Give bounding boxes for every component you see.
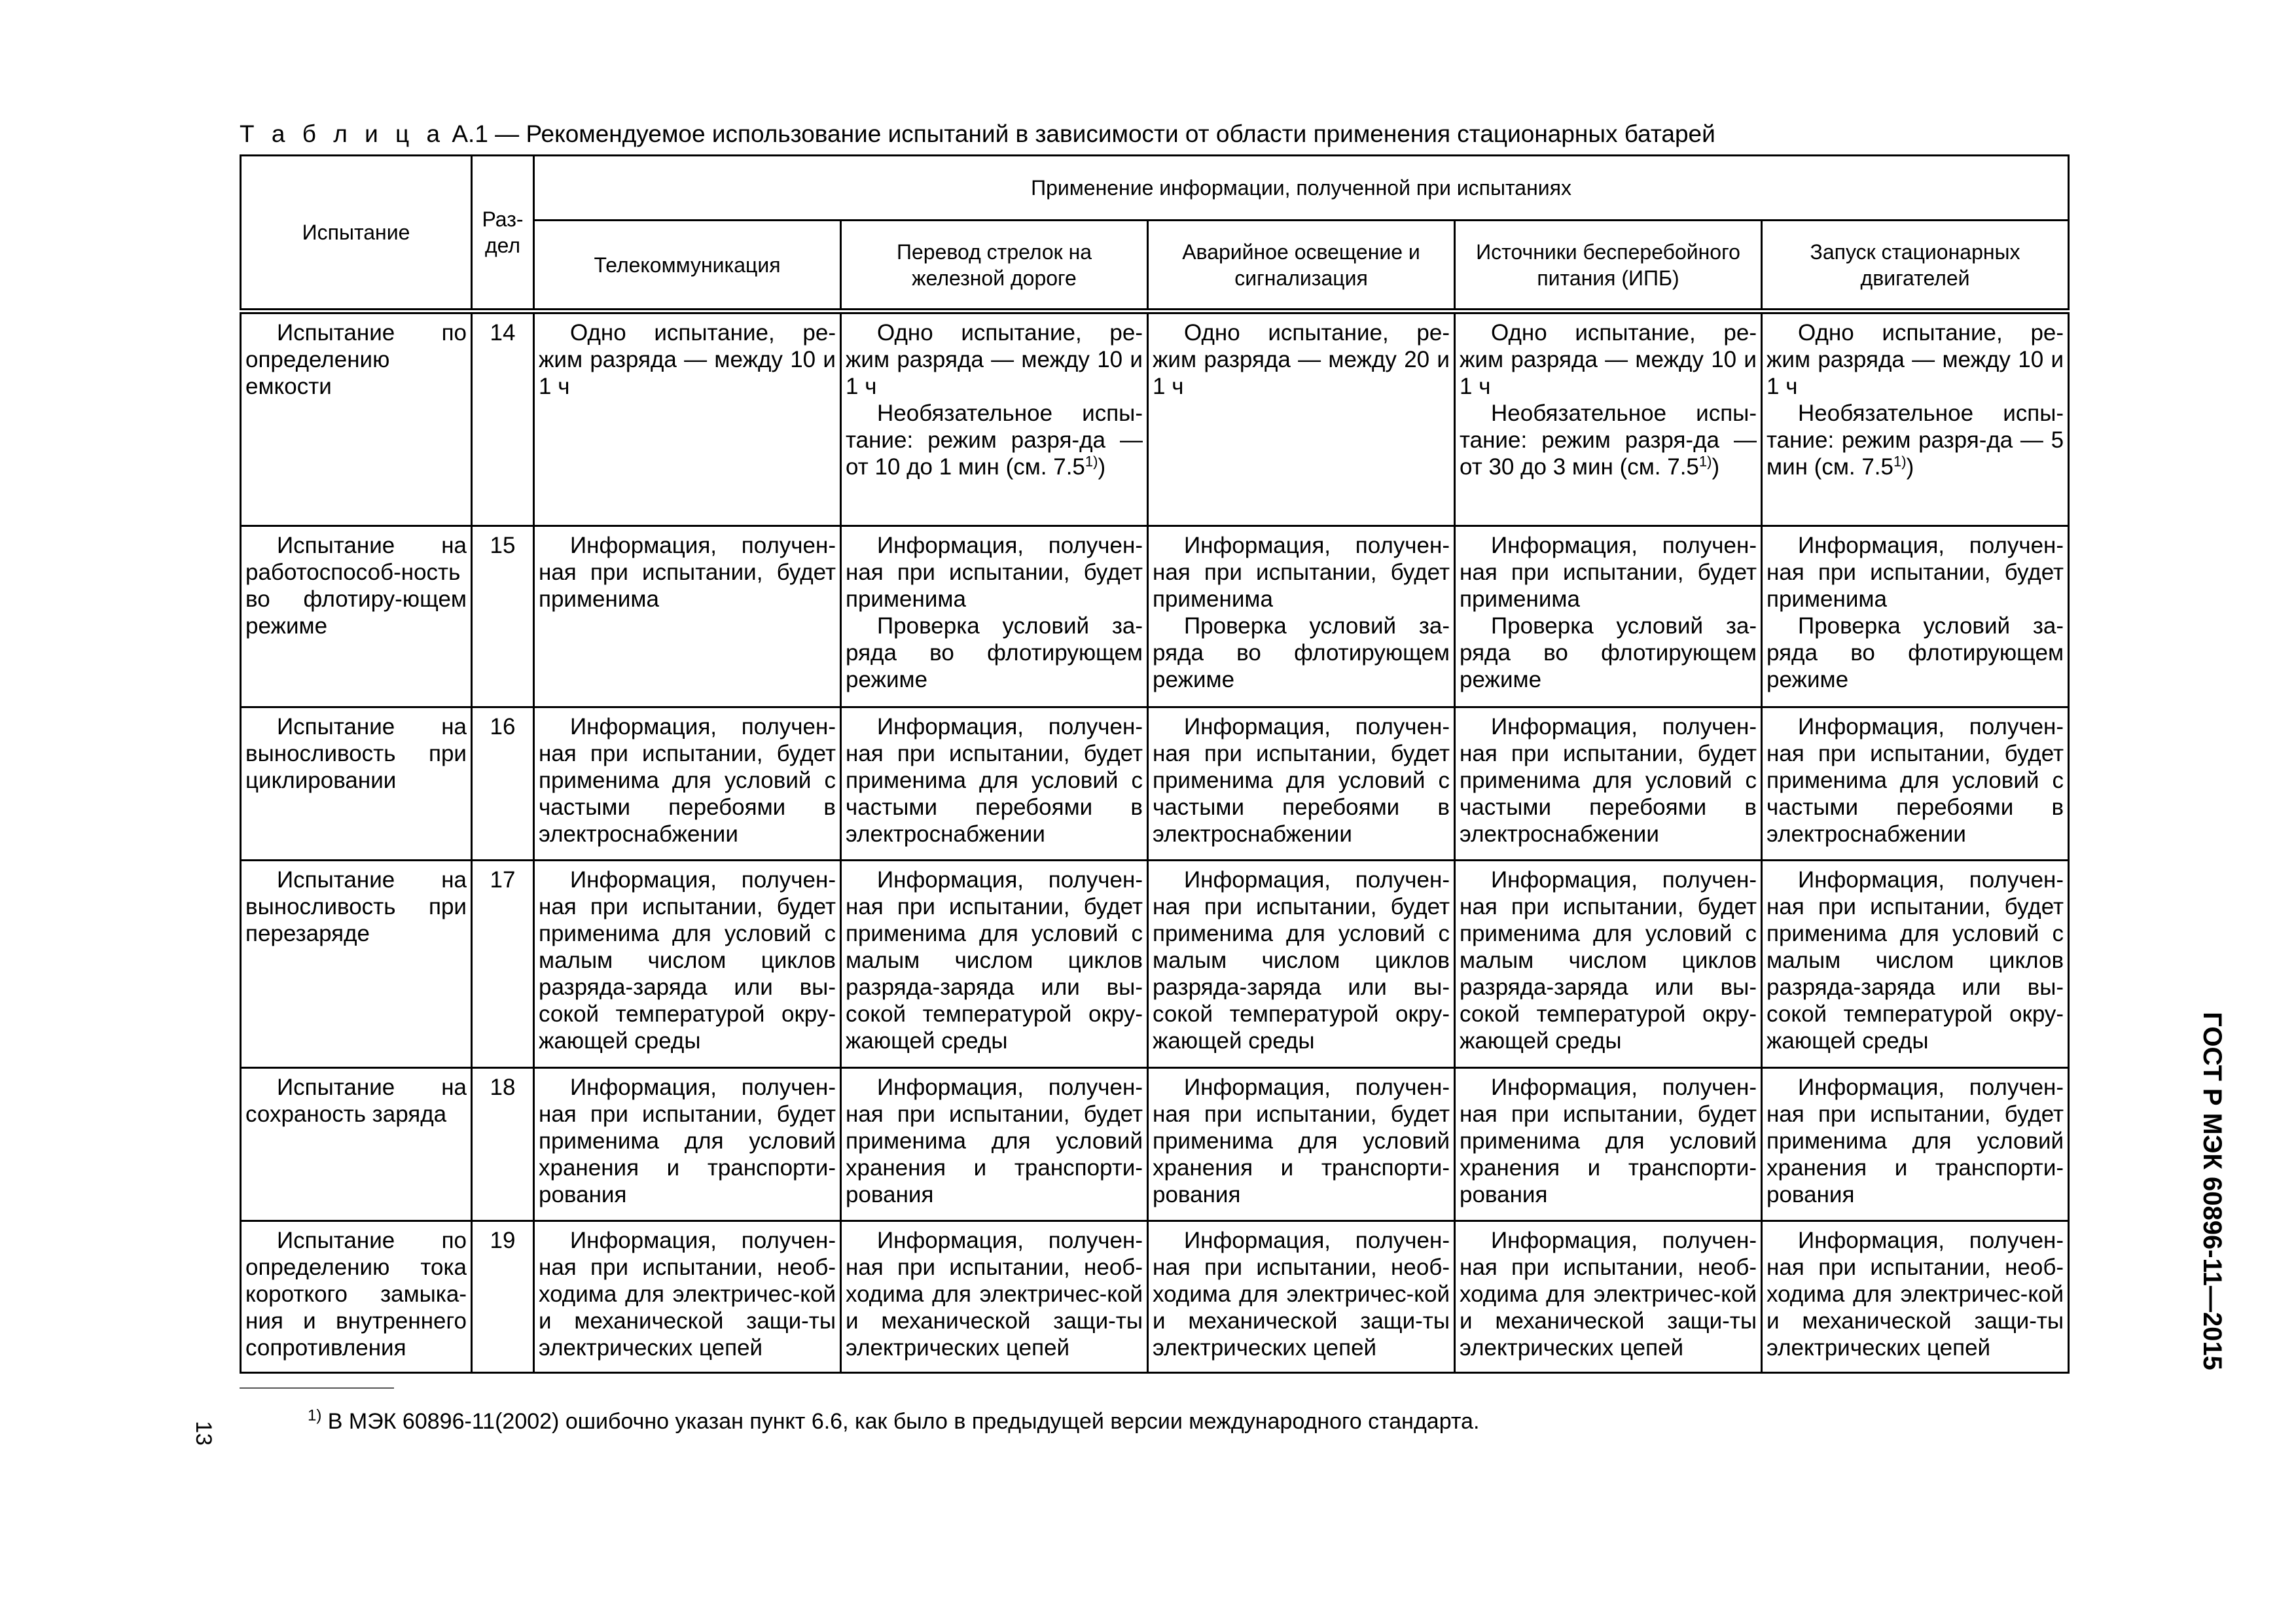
footnote-marker: 1) — [308, 1406, 322, 1425]
section-cell: 19 — [472, 1221, 534, 1373]
table-cell: Информация, получен-ная при испытании, необ-ходима для электричес-кой и механической защи-ты электрических цепей — [841, 1221, 1148, 1373]
header-column-ups: Источники бесперебойного питания (ИПБ) — [1455, 221, 1762, 312]
table-cell: Информация, получен-ная при испытании, будет применима — [534, 526, 841, 707]
table-cell: Информация, получен-ная при испытании, необ-ходима для электричес-кой и механической защи-ты электрических цепей — [1455, 1221, 1762, 1373]
section-cell: 18 — [472, 1068, 534, 1221]
table-cell: Информация, получен-ная при испытании, будет применима для условий хранения и транспорти-рования — [841, 1068, 1148, 1221]
table-cell: Информация, получен-ная при испытании, будет применима для условий хранения и транспорти-рования — [1148, 1068, 1455, 1221]
footnote — [308, 1407, 1479, 1436]
table-cell: Одно испытание, ре-жим разряда — между 10 и 1 ч — [534, 312, 841, 526]
table-row — [241, 526, 2069, 707]
header-application-group: Применение информации, полученной при испытаниях — [534, 156, 2069, 221]
test-name-cell: Испытание на выносливость при перезаряде — [241, 861, 472, 1068]
table-cell: Информация, получен-ная при испытании, будет применима для условий хранения и транспорти-рования — [1455, 1068, 1762, 1221]
table-cell: Информация, получен-ная при испытании, будет применима для условий с малым числом циклов разряда-заряда или вы-сокой температурой окру-жающей среды — [1455, 861, 1762, 1068]
table-cell: Информация, получен-ная при испытании, будет применима для условий с частыми перебоями в электроснабжении — [1455, 707, 1762, 861]
section-cell: 15 — [472, 526, 534, 707]
table-caption — [240, 119, 2085, 149]
table-row — [241, 861, 2069, 1068]
table-row — [241, 707, 2069, 861]
footnote-ref: 1) — [1698, 453, 1712, 470]
table-cell: Информация, получен-ная при испытании, необ-ходима для электричес-кой и механической защи-ты электрических цепей — [534, 1221, 841, 1373]
table-header — [241, 156, 2069, 312]
header-column-emergency-lighting: Аварийное освещение и сигнализация — [1148, 221, 1455, 312]
table-cell: Информация, получен-ная при испытании, будет применима для условий хранения и транспорти-рования — [1762, 1068, 2069, 1221]
footnote-text: В МЭК 60896-11(2002) ошибочно указан пункт 6.6, как было в предыдущей версии международного стандарта. — [327, 1409, 1480, 1434]
table-cell: Информация, получен-ная при испытании, будет применима для условий с малым числом циклов разряда-заряда или вы-сокой температурой окру-жающей среды — [841, 861, 1148, 1068]
table-row — [241, 312, 2069, 526]
table-cell: Информация, получен-ная при испытании, будет применима Проверка условий за-ряда во флотирующем режиме — [1148, 526, 1455, 707]
caption-text: А.1 — Рекомендуемое использование испытаний в зависимости от области применения стационарных батарей — [452, 120, 1715, 147]
header-column-telecom: Телекоммуникация — [534, 221, 841, 312]
table-cell: Одно испытание, ре-жим разряда — между 10 и 1 ч Необязательное испы-тание: режим разря-да — 5 мин (см. 7.5$^{1)}$) — [1762, 312, 2069, 526]
table-cell: Информация, получен-ная при испытании, будет применима для условий с малым числом циклов разряда-заряда или вы-сокой температурой окру-жающей среды — [1762, 861, 2069, 1068]
table-row — [241, 1068, 2069, 1221]
header-test: Испытание — [241, 156, 472, 312]
table-row — [241, 1221, 2069, 1373]
table-cell: Информация, получен-ная при испытании, необ-ходима для электричес-кой и механической защи-ты электрических цепей — [1148, 1221, 1455, 1373]
test-name-cell: Испытание на сохраность заряда — [241, 1068, 472, 1221]
header-column-engine-start: Запуск стационарных двигателей — [1762, 221, 2069, 312]
table-cell: Одно испытание, ре-жим разряда — между 10 и 1 ч Необязательное испы-тание: режим разря-да — от 30 до 3 мин (см. 7.5$^{1)}$) — [1455, 312, 1762, 526]
test-name-cell: Испытание по определению тока короткого замыка-ния и внутреннего сопротивления — [241, 1221, 472, 1373]
test-name-cell: Испытание по определению емкости — [241, 312, 472, 526]
table-cell: Информация, получен-ная при испытании, будет применима Проверка условий за-ряда во флотирующем режиме — [1455, 526, 1762, 707]
caption-label: Т а б л и ц а — [240, 120, 446, 147]
section-cell: 16 — [472, 707, 534, 861]
standard-code: ГОСТ Р МЭК 60896-11—2015 — [2198, 1012, 2227, 1370]
test-name-cell: Испытание на работоспособ-ность во флотиру-ющем режиме — [241, 526, 472, 707]
footnote-ref: 1) — [1085, 453, 1098, 470]
table-cell: Информация, получен-ная при испытании, будет применима для условий с частыми перебоями в электроснабжении — [1148, 707, 1455, 861]
table-cell: Одно испытание, ре-жим разряда — между 20 и 1 ч — [1148, 312, 1455, 526]
footnote-divider — [240, 1387, 394, 1389]
page-number: 13 — [190, 1421, 216, 1446]
table-cell: Информация, получен-ная при испытании, будет применима Проверка условий за-ряда во флотирующем режиме — [841, 526, 1148, 707]
table-cell: Информация, получен-ная при испытании, будет применима для условий хранения и транспорти-рования — [534, 1068, 841, 1221]
table-cell: Информация, получен-ная при испытании, необ-ходима для электричес-кой и механической защи-ты электрических цепей — [1762, 1221, 2069, 1373]
test-name-cell: Испытание на выносливость при циклировании — [241, 707, 472, 861]
applications-table — [240, 154, 2070, 1374]
table-cell: Информация, получен-ная при испытании, будет применима для условий с малым числом циклов разряда-заряда или вы-сокой температурой окру-жающей среды — [534, 861, 841, 1068]
header-section: Раз- дел — [472, 156, 534, 312]
table-cell: Информация, получен-ная при испытании, будет применима для условий с частыми перебоями в электроснабжении — [1762, 707, 2069, 861]
header-column-railway: Перевод стрелок на железной дороге — [841, 221, 1148, 312]
section-cell: 17 — [472, 861, 534, 1068]
table-cell: Информация, получен-ная при испытании, будет применима для условий с малым числом циклов разряда-заряда или вы-сокой температурой окру-жающей среды — [1148, 861, 1455, 1068]
table-cell: Информация, получен-ная при испытании, будет применима для условий с частыми перебоями в электроснабжении — [841, 707, 1148, 861]
table-cell: Одно испытание, ре-жим разряда — между 10 и 1 ч Необязательное испы-тание: режим разря-да — от 10 до 1 мин (см. 7.5$^{1)}$) — [841, 312, 1148, 526]
section-cell: 14 — [472, 312, 534, 526]
table-cell: Информация, получен-ная при испытании, будет применима для условий с частыми перебоями в электроснабжении — [534, 707, 841, 861]
footnote-ref: 1) — [1893, 453, 1907, 470]
table-cell: Информация, получен-ная при испытании, будет применима Проверка условий за-ряда во флотирующем режиме — [1762, 526, 2069, 707]
